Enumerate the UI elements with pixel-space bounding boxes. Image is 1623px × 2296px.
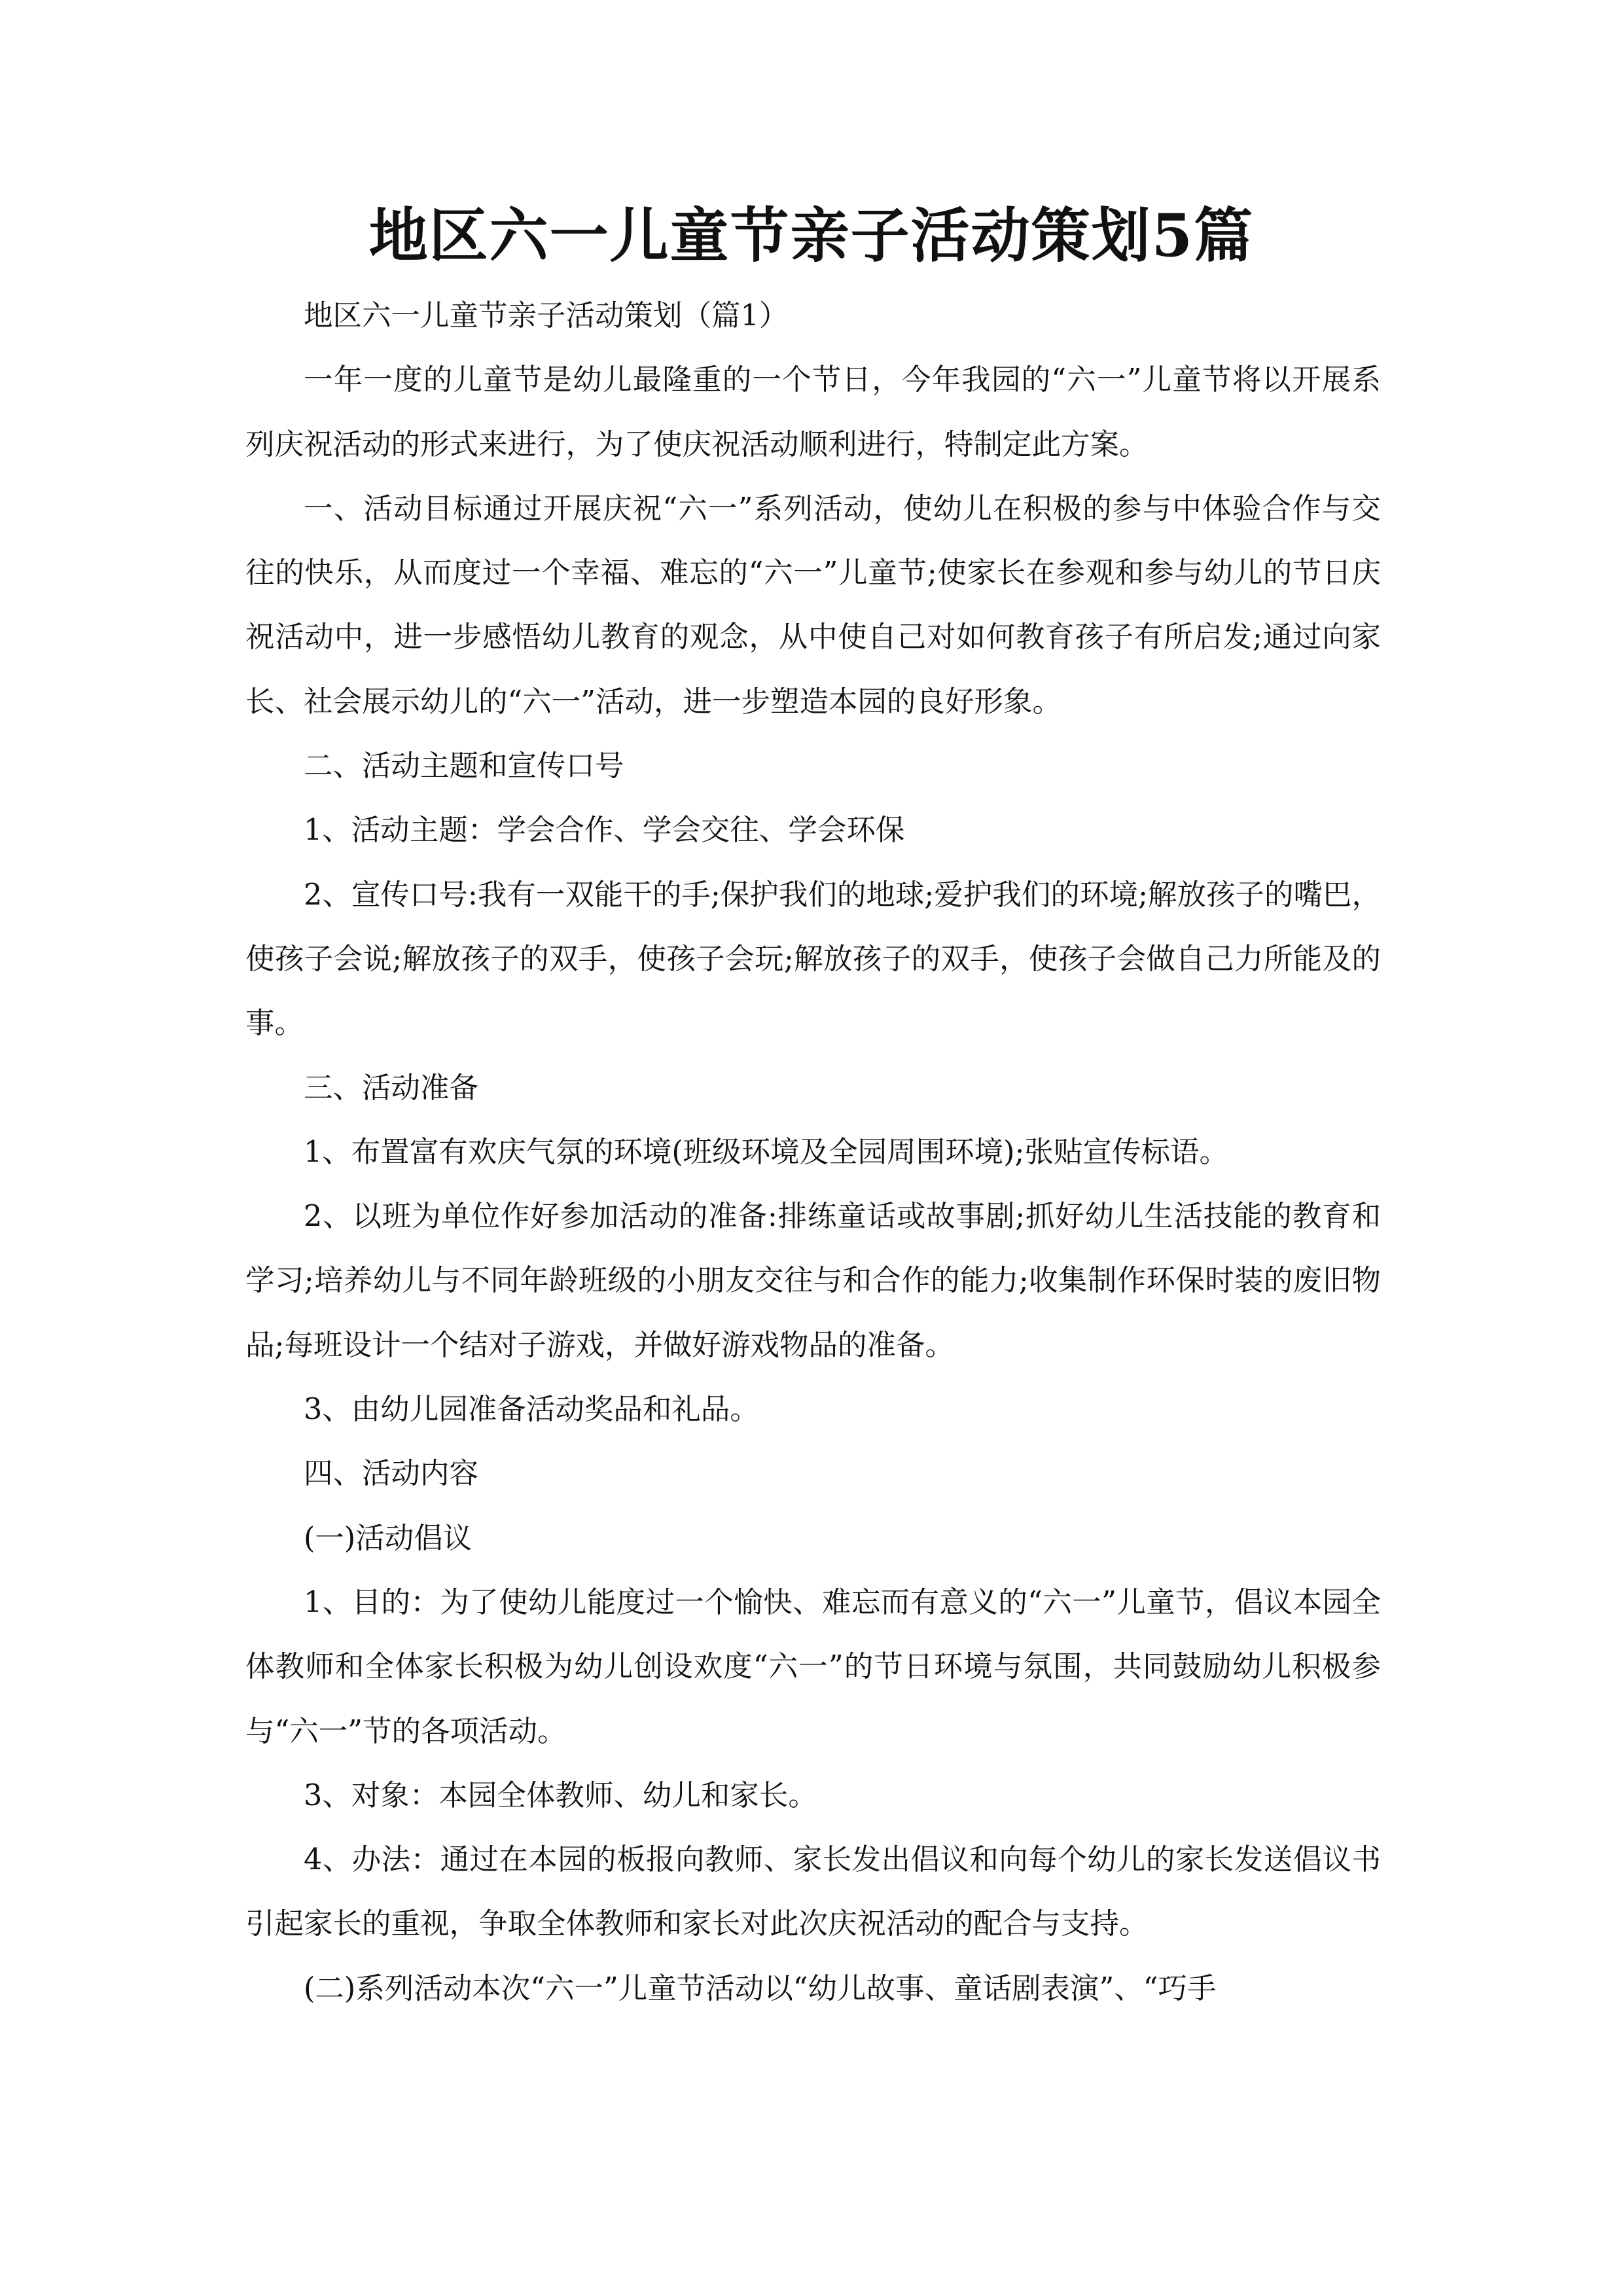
document-body [245,284,1381,2021]
section-heading: (一)活动倡议 [304,1521,473,1555]
section-heading: 四、活动内容 [304,1457,479,1491]
paragraph: 3、由幼儿园准备活动奖品和礼品。 [304,1393,759,1427]
paragraph: 一、活动目标通过开展庆祝“六一”系列活动，使幼儿在积极的参与中体验合作与交往的快乐，从而度过一个幸福、难忘的“六一”儿童节;使家长在参观和参与幼儿的节日庆祝活动中，进一步感悟幼儿教育的观念，从中使自己对如何教育孩子有所启发;通过向家长、社会展示幼儿的“六一”活动，进一步塑造本园的良好形象。 [245,492,1381,719]
paragraph: 1、目的：为了使幼儿能度过一个愉快、难忘而有意义的“六一”儿童节，倡议本园全体教师和全体家长积极为幼儿创设欢度“六一”的节日环境与氛围，共同鼓励幼儿积极参与“六一”节的各项活动。 [245,1585,1381,1748]
paragraph: 4、办法：通过在本园的板报向教师、家长发出倡议和向每个幼儿的家长发送倡议书引起家长的重视，争取全体教师和家长对此次庆祝活动的配合与支持。 [245,1843,1381,1941]
paragraph: 2、以班为单位作好参加活动的准备:排练童话或故事剧;抓好幼儿生活技能的教育和学习;培养幼儿与不同年龄班级的小朋友交往与和合作的能力;收集制作环保时装的废旧物品;每班设计一个结对子游戏，并做好游戏物品的准备。 [245,1200,1381,1362]
paragraph: (二)系列活动本次“六一”儿童节活动以“幼儿故事、童话剧表演”、“巧手 [304,1971,1217,2005]
paragraph: 2、宣传口号:我有一双能干的手;保护我们的地球;爱护我们的环境;解放孩子的嘴巴，使孩子会说;解放孩子的双手，使孩子会玩;解放孩子的双手，使孩子会做自己力所能及的事。 [245,878,1381,1041]
paragraph: 3、对象：本园全体教师、幼儿和家长。 [304,1778,817,1812]
section-heading: 三、活动准备 [304,1071,479,1105]
section-heading: 二、活动主题和宣传口号 [304,749,624,783]
paragraph: 1、活动主题：学会合作、学会交往、学会环保 [304,814,905,848]
document-title: 地区六一儿童节亲子活动策划5篇 [368,201,1255,270]
paragraph: 一年一度的儿童节是幼儿最隆重的一个节日，今年我园的“六一”儿童节将以开展系列庆祝活动的形式来进行，为了使庆祝活动顺利进行，特制定此方案。 [245,363,1381,461]
paragraph: 1、布置富有欢庆气氛的环境(班级环境及全园周围环境);张贴宣传标语。 [304,1135,1229,1169]
section-heading: 地区六一儿童节亲子活动策划（篇1） [304,299,789,332]
